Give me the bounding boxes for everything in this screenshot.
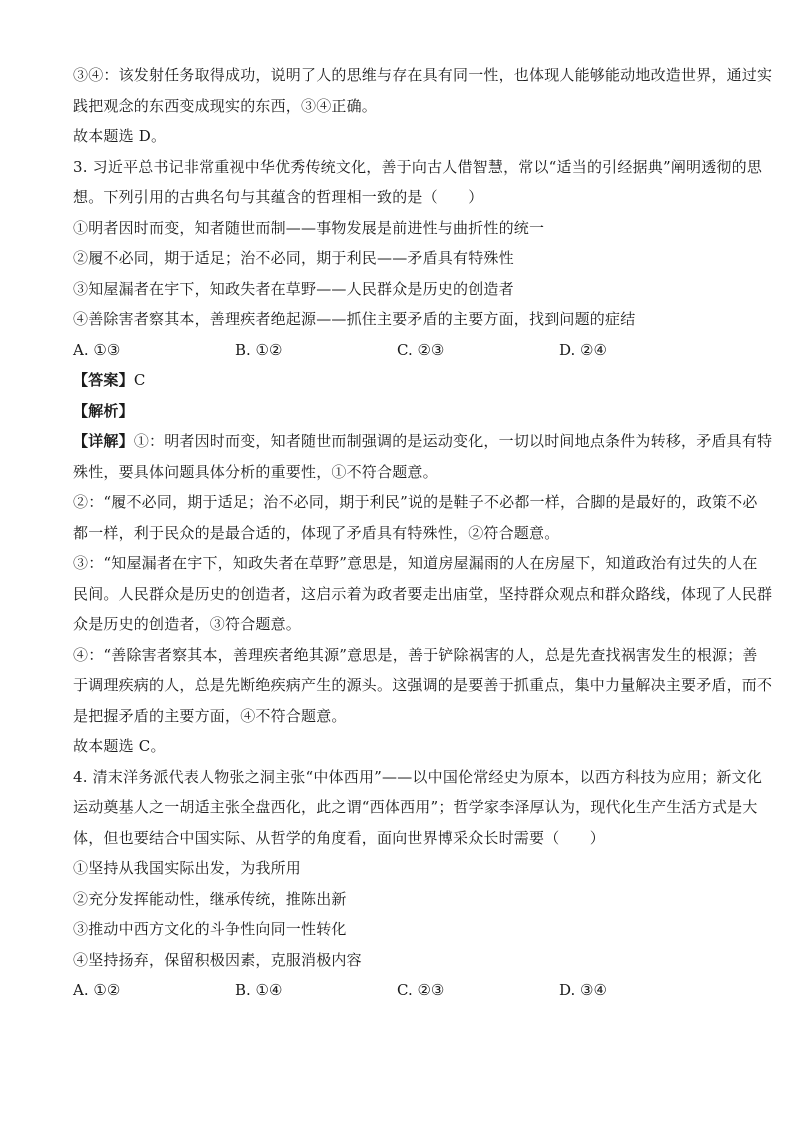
q4-option-a: A. ①② — [73, 981, 121, 999]
q3-item-1: ①明者因时而变，知者随世而制——事物发展是前进性与曲折性的统一 — [73, 218, 545, 237]
q4-option-b: B. ①④ — [235, 981, 283, 999]
q3-option-a: A. ①③ — [73, 340, 121, 359]
answer-value: C — [133, 371, 146, 389]
q3-stem-line-1: 3. 习近平总书记非常重视中华优秀传统文化，善于向古人借智慧，常以“适当的引经据典”阐明透彻的思 — [73, 157, 763, 176]
q3-detail-4-line-2: 于调理疾病的人，总是先断绝疾病产生的源头。这强调的是要善于抓重点，集中力量解决主要矛盾，而不 — [73, 676, 773, 694]
q3-options — [73, 335, 723, 366]
q3-detail-1-line-1 — [73, 426, 773, 457]
q3-option-b: B. ①② — [235, 340, 283, 359]
q4-stem-line-2: 运动奠基人之一胡适主张全盘西化，此之谓“西体西用”；哲学家李泽厚认为，现代化生产生活方式是大 — [73, 798, 758, 816]
q4-stem-line-3: 体，但也要结合中国实际、从哲学的角度看，面向世界博采众长时需要（ ） — [73, 828, 606, 847]
q3-detail-1-line-2: 殊性，要具体问题具体分析的重要性，①不符合题意。 — [73, 462, 438, 481]
q4-item-4: ④坚持扬弃，保留积极因素，克服消极内容 — [73, 950, 362, 969]
prev-conclusion: 故本题选 D。 — [73, 127, 167, 145]
q4-item-1: ①坚持从我国实际出发，为我所用 — [73, 859, 302, 877]
q3-analysis-heading — [73, 396, 723, 427]
q3-item-4: ④善除害者察其本，善理疾者绝起源——抓住主要矛盾的主要方面，找到问题的症结 — [73, 310, 636, 328]
q4-options — [73, 975, 723, 1006]
analysis-tag: 【解析】 — [73, 401, 134, 420]
q3-item-3: ③知屋漏者在宇下，知政失者在草野——人民群众是历史的创造者 — [73, 279, 514, 298]
q3-detail-3-line-1: ③：“知屋漏者在宇下，知政失者在草野”意思是，知道房屋漏雨的人在房屋下，知道政治有过失的人在 — [73, 554, 758, 572]
document-page — [73, 60, 773, 1006]
q3-detail-3-line-2: 民间。人民群众是历史的创造者，这启示着为政者要走出庙堂，坚持群众观点和群众路线，体现了人民群 — [73, 584, 773, 603]
q3-detail-2-line-2: 都一样，利于民众的是最合适的，体现了矛盾具有特殊性，②符合题意。 — [73, 523, 560, 542]
detail-tag: 【详解】 — [73, 432, 134, 450]
q3-detail-3-line-3: 众是历史的创造者，③符合题意。 — [73, 615, 302, 633]
q4-item-2: ②充分发挥能动性，继承传统，推陈出新 — [73, 889, 347, 908]
q3-detail-4-line-1: ④：“善除害者察其本，善理疾者绝其源”意思是，善于铲除祸害的人，总是先查找祸害发生的根源；善 — [73, 645, 758, 664]
prev-analysis-line-1: ③④：该发射任务取得成功，说明了人的思维与存在具有同一性，也体现人能够能动地改造世界，通过实 — [73, 66, 773, 84]
q3-stem-line-2: 想。下列引用的古典名句与其蕴含的哲理相一致的是（ ） — [73, 188, 484, 206]
q3-conclusion: 故本题选 C。 — [73, 737, 166, 755]
q3-detail-4-line-3: 是把握矛盾的主要方面，④不符合题意。 — [73, 706, 347, 725]
q4-option-c: C. ②③ — [397, 981, 445, 999]
q3-answer — [73, 365, 723, 396]
detail-1-text: ①：明者因时而变，知者随世而制强调的是运动变化，一切以时间地点条件为转移，矛盾具有特 — [133, 432, 773, 450]
answer-tag: 【答案】 — [73, 371, 134, 389]
q4-stem-line-1: 4. 清末洋务派代表人物张之洞主张“中体西用”——以中国伦常经史为原本，以西方科技为应用；新文化 — [73, 767, 763, 786]
q3-detail-2-line-1: ②：“履不必同，期于适足；治不必同，期于利民”说的是鞋子不必都一样，合脚的是最好的，政策不必 — [73, 493, 758, 511]
q3-option-d: D. ②④ — [559, 340, 607, 359]
q4-option-d: D. ③④ — [559, 981, 607, 999]
q4-item-3: ③推动中西方文化的斗争性向同一性转化 — [73, 920, 347, 938]
prev-analysis-line-2: 践把观念的东西变成现实的东西，③④正确。 — [73, 96, 378, 115]
q3-option-c: C. ②③ — [397, 340, 445, 359]
q3-item-2: ②履不必同，期于适足；治不必同，期于利民——矛盾具有特殊性 — [73, 249, 514, 267]
